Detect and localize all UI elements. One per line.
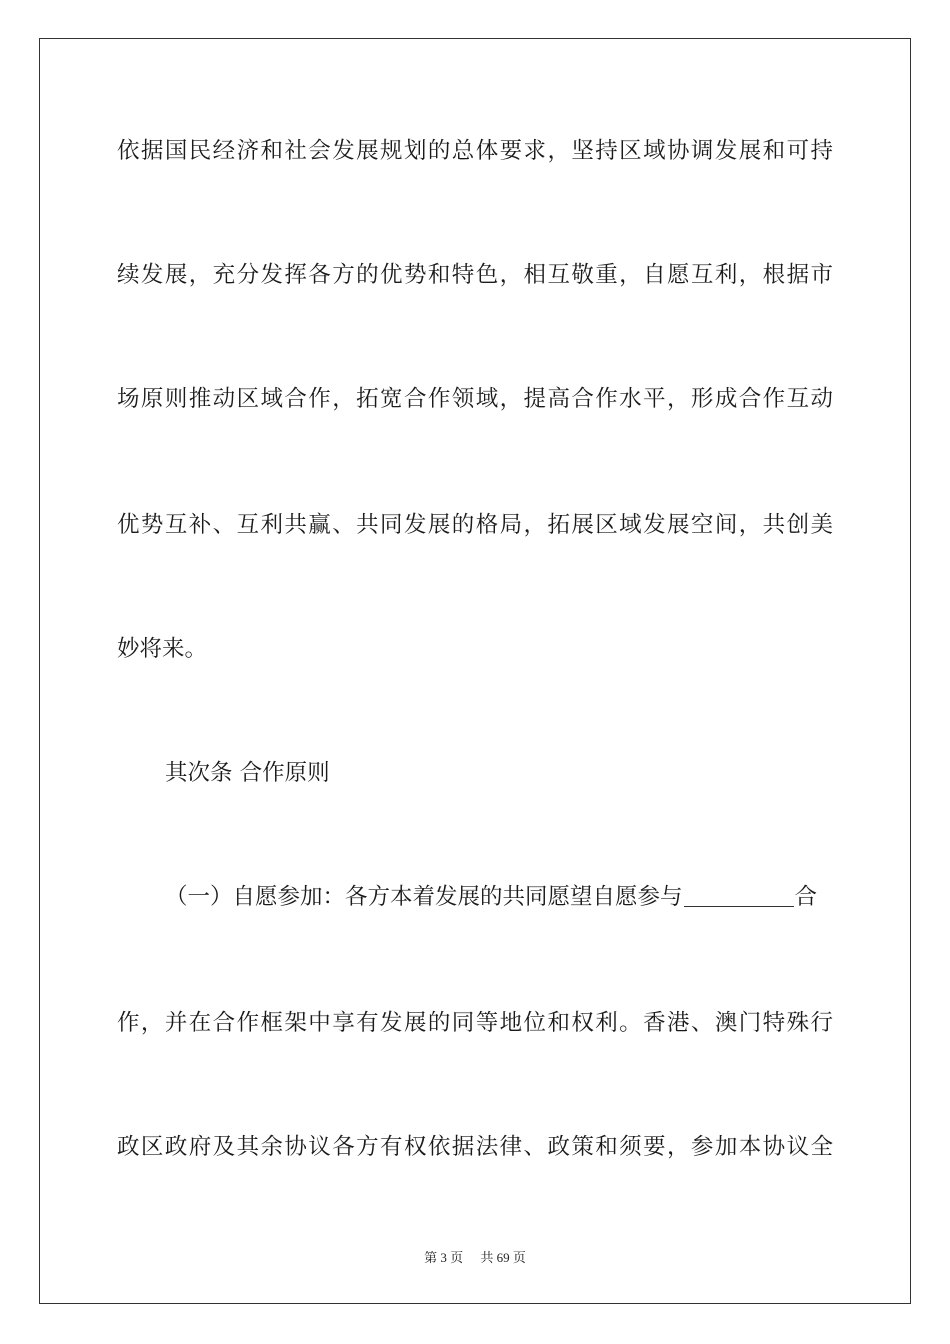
total-pages: 共 69 页 [480, 1250, 526, 1265]
section-heading: 其次条 合作原则 [165, 760, 330, 786]
clause-1-text: （一）自愿参加：各方本着发展的共同愿望自愿参与 [165, 884, 683, 910]
page-number: 第 3 页 [424, 1250, 464, 1265]
paragraph-line-2: 续发展，充分发挥各方的优势和特色，相互敬重，自愿互利，根据市 [117, 262, 833, 288]
clause-1-tail: 合 [794, 884, 818, 910]
clause-line-3: 政区政府及其余协议各方有权依据法律、政策和须要，参加本协议全 [117, 1134, 833, 1160]
paragraph-line-3: 场原则推动区域合作，拓宽合作领域，提高合作水平，形成合作互动 [117, 386, 833, 412]
paragraph-line-5: 妙将来。 [117, 636, 208, 662]
clause-1-first-line [165, 882, 833, 912]
clause-line-2: 作，并在合作框架中享有发展的同等地位和权利。香港、澳门特殊行 [117, 1010, 833, 1036]
paragraph-line-1: 依据国民经济和社会发展规划的总体要求，坚持区域协调发展和可持 [117, 138, 833, 164]
page-footer [0, 1247, 950, 1266]
paragraph-line-4: 优势互补、互利共赢、共同发展的格局，拓展区域发展空间，共创美 [117, 512, 833, 538]
fill-in-blank [684, 884, 794, 907]
page-border [39, 38, 911, 1304]
